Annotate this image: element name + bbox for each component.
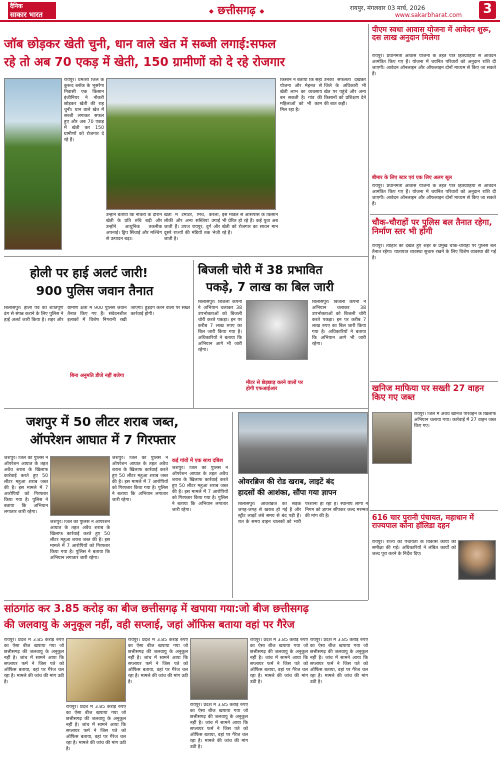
- sidebar-scheme-subhead: बीमार के लिए स्टार एवं एक लिए अलग सूल: [372, 175, 452, 181]
- divider: [193, 260, 194, 408]
- electricity-headline-line-2: पकड़े, 7 लाख का बिल जारी: [206, 280, 334, 294]
- farming-body-col-1: रायपुर। धमतरी जिले के कुरूद ब्लॉक के भूसरेंगा निवासी एक किसान इंजीनियर ने नौकरी छोड़कर खेती की राह चुनी। धान वाले खेत में सब्जी लगाकर सफल हुए और अब 70 एकड़ में खेती कर 150 ग्रामीणों को रोजगार दे रहे हैं।: [64, 78, 104, 143]
- sidebar-mining-headline: खनिज माफिया पर सख्ती 27 वाहन किए गए जब्त: [372, 384, 484, 404]
- seed-packets-photo: [66, 638, 126, 702]
- farming-body-col-2: उन्होंने बताया कि नौकरी के दौरान खेती के प्रति रुचि बढ़ी और उन्होंने आधुनिक तकनीक अपनाई। ड्रिप सिंचाई और मल्चिंग से उत्पादन बढ़ा।: [106, 213, 162, 242]
- sidebar-chowk-body: रायपुर। त्योहार को देखते हुए शहर के प्रमुख चौक-चौराहों पर पुलिस बल तैनात रहेगा। यातायात व्यवस्था सुचारु रखने के लिए विशेष व्यवस्था की गई है।: [372, 244, 496, 261]
- divider: [4, 408, 368, 409]
- section-title: ◆ छत्तीसगढ़ ◆: [205, 3, 268, 18]
- divider: [368, 24, 369, 600]
- jashpur-body-col-4: जशपुर। जिले की पुलिस ने ऑपरेशन आघात के तहत अवैध शराब के खिलाफ कार्रवाई करते हुए 50 लीटर महुआ शराब जब्त की है। इस मामले में 7 आरोपियों को गिरफ्तार किया गया है। पुलिस ने बताया कि अभियान लगातार जारी रहेगा।: [172, 466, 228, 513]
- seeds-body-col-5: रायपुर। प्रदेश में 3.85 करोड़ रुपए का ऐसा बीज खपाया गया जो छत्तीसगढ़ की जलवायु के अनुकूल नहीं है। जांच में सामने आया कि सप्लायर फर्म ने जिस पते को ऑफिस बताया, वहां पर गैरेज चल रहा है। मामले की जांच की मांग उठी है।: [250, 638, 308, 685]
- farming-body-col-6: उनकी सफलता देखकर जिले के अधिकारी भी खेत पर पहुंचे और अन्य किसानों को प्रशिक्षण देने की बात कही।: [324, 78, 366, 107]
- holi-headline-line-2: 900 पुलिस जवान तैनात: [36, 283, 154, 298]
- holi-body: बिलासपुर। होली पर्व को शांतिपूर्ण ढंग से संपन्न कराने के लिए पुलिस ने हाई अलर्ट जारी किया है। शहर और ग्रामीण क्षेत्रों में 900 पुलिस जवान तैनात किए गए हैं। संवेदनशील इलाकों में विशेष निगरानी रखी जाएगी। हुड़दंग करने वालों पर सख्त कार्रवाई होगी।: [4, 306, 190, 323]
- seeds-body-col-1: रायपुर। प्रदेश में 3.85 करोड़ रुपए का ऐसा बीज खपाया गया जो छत्तीसगढ़ की जलवायु के अनुकूल नहीं है। जांच में सामने आया कि सप्लायर फर्म ने जिस पते को ऑफिस बताया, वहां पर गैरेज चल रहा है। मामले की जांच की मांग उठी है।: [4, 638, 64, 685]
- electricity-subhead: मीटर से छेड़छाड़ करने वालों पर होगी एफआईआर: [246, 380, 303, 392]
- farming-headline-line-2: रहे तो अब 70 एकड़ में खेती, 150 ग्रामीणों को दे रहे रोजगार: [4, 55, 285, 69]
- seeds-body-col-6: रायपुर। प्रदेश में 3.85 करोड़ रुपए का ऐसा बीज खपाया गया जो छत्तीसगढ़ की जलवायु के अनुकूल नहीं है। जांच में सामने आया कि सप्लायर फर्म ने जिस पते को ऑफिस बताया, वहां पर गैरेज चल रहा है। मामले की जांच की मांग उठी है।: [310, 638, 368, 685]
- jashpur-headline-line-2: ऑपरेशन आघात में 7 गिरफ्तार: [30, 433, 176, 448]
- sidebar-scheme-body: रायपुर। प्रधानमंत्री आवास योजना के तहत पात्र हितग्राहियों से आवेदन आमंत्रित किए गए हैं। योजना में चयनित परिवारों को अनुदान राशि दी जाएगी। आवेदन ऑनलाइन और ऑफलाइन दोनों माध्यम से किए जा सकते हैं।: [372, 54, 496, 77]
- farm-field-photo: [4, 78, 62, 250]
- electricity-body-col-2: बिलासपुर। बिजली कंपनी ने अभियान चलाकर 38 उपभोक्ताओं को बिजली चोरी करते पकड़ा। इन पर करीब 7 लाख रुपए का बिल जारी किया गया है। अधिकारियों ने बताया कि अभियान आगे भी जारी रहेगा।: [312, 300, 366, 347]
- holi-headline-line-1: होली पर हाई अलर्ट जारी!: [30, 265, 149, 280]
- jashpur-body-col-1: जशपुर। जिले की पुलिस ने ऑपरेशन आघात के तहत अवैध शराब के खिलाफ कार्रवाई करते हुए 50 लीटर महुआ शराब जब्त की है। इस मामले में 7 आरोपियों को गिरफ्तार किया गया है। पुलिस ने बताया कि अभियान लगातार जारी रहेगा।: [4, 456, 48, 515]
- electricity-headline-line-1: बिजली चोरी में 38 प्रभावित: [198, 263, 323, 277]
- sidebar-panchayat-headline: 616 चार पुरानी पंचायत, महाधान में राज्यपाल कोना हॉलिडा दहन: [372, 513, 474, 531]
- farming-headline-line-1: जॉब छोड़कर खेती चुनी, धान वाले खेत में सब्जी लगाई:सफल: [4, 37, 276, 51]
- mining-vehicle-photo: [372, 412, 412, 464]
- overbridge-photo: [238, 412, 368, 474]
- divider: [4, 600, 368, 601]
- vegetable-field-photo: [106, 78, 276, 210]
- divider: [232, 412, 233, 598]
- seeds-body-col-4: रायपुर। प्रदेश में 3.85 करोड़ रुपए का ऐसा बीज खपाया गया जो छत्तीसगढ़ की जलवायु के अनुकूल नहीं है। जांच में सामने आया कि सप्लायर फर्म ने जिस पते को ऑफिस बताया, वहां पर गैरेज चल रहा है। मामले की जांच की मांग उठी है।: [190, 703, 248, 750]
- electricity-body-col-1: बिलासपुर। बिजली कंपनी ने अभियान चलाकर 38 उपभोक्ताओं को बिजली चोरी करते पकड़ा। इन पर करीब 7 लाख रुपए का बिल जारी किया गया है। अधिकारियों ने बताया कि अभियान आगे भी जारी रहेगा।: [198, 300, 242, 353]
- seeds-body-col-3: रायपुर। प्रदेश में 3.85 करोड़ रुपए का ऐसा बीज खपाया गया जो छत्तीसगढ़ की जलवायु के अनुकूल नहीं है। जांच में सामने आया कि सप्लायर फर्म ने जिस पते को ऑफिस बताया, वहां पर गैरेज चल रहा है। मामले की जांच की मांग उठी है।: [128, 638, 188, 685]
- overbridge-headline-line-1: ओवरब्रिज की रोड खराब, लाइटें बंद: [238, 477, 335, 486]
- website-url: www.sakarbharat.com: [395, 12, 462, 19]
- overbridge-headline-line-2: हादसों की आशंका, सौंपा गया ज्ञापन: [238, 488, 337, 497]
- farming-body-col-3: खेती में टमाटर, मिर्च, करेला, लौकी और अन्य सब्जियां उगाई जाती हैं। उपज रायपुर, दुर्ग और दूसरे राज्यों की मंडियों तक भेजी जाती है।: [164, 213, 220, 242]
- divider: [370, 510, 498, 511]
- sidebar-chowk-headline: चौक-चौराहों पर पुलिस बल तैनात रहेगा, निर्माण स्तर भी होगी: [372, 217, 493, 237]
- farming-body-col-4: इस मॉडल से आसपास के किसान भी प्रेरित हो रहे हैं। कई युवा अब खेती को रोजगार का साधन मान रहे हैं।: [222, 213, 278, 236]
- jashpur-headline-line-1: जशपुर में 50 लीटर शराब जब्त,: [26, 415, 179, 430]
- newspaper-logo: [8, 2, 56, 19]
- jashpur-subhead: कई गांवों में एक साथ दबिश: [172, 458, 223, 464]
- jashpur-body-col-2: जशपुर। जिले की पुलिस ने ऑपरेशन आघात के तहत अवैध शराब के खिलाफ कार्रवाई करते हुए 50 लीटर महुआ शराब जब्त की है। इस मामले में 7 आरोपियों को गिरफ्तार किया गया है। पुलिस ने बताया कि अभियान लगातार जारी रहेगा।: [50, 520, 110, 561]
- seeds-headline-line-2: की जलवायु के अनुकूल नहीं, वही सप्लाई, जहां ऑफिस बताया वहां पर गैरेज: [4, 619, 295, 631]
- logo-line-2: साकार भारत: [10, 11, 43, 19]
- masthead: [0, 0, 500, 22]
- office-garage-photo: [190, 638, 248, 700]
- divider: [370, 381, 498, 382]
- sidebar-scheme-body-cont: रायपुर। प्रधानमंत्री आवास योजना के तहत पात्र हितग्राहियों से आवेदन आमंत्रित किए गए हैं। योजना में चयनित परिवारों को अनुदान राशि दी जाएगी। आवेदन ऑनलाइन और ऑफलाइन दोनों माध्यम से किए जा सकते हैं।: [372, 184, 496, 207]
- seeds-body-col-2: रायपुर। प्रदेश में 3.85 करोड़ रुपए का ऐसा बीज खपाया गया जो छत्तीसगढ़ की जलवायु के अनुकूल नहीं है। जांच में सामने आया कि सप्लायर फर्म ने जिस पते को ऑफिस बताया, वहां पर गैरेज चल रहा है। मामले की जांच की मांग उठी है।: [66, 705, 126, 752]
- panchayat-person-photo: [458, 540, 496, 580]
- overbridge-body: बिलासपुर। ओवरब्रिज की सड़क जगह-जगह से खराब हो गई है और स्ट्रीट लाइटें लंबे समय से बंद पड़ी हैं। रात के समय वाहन चालकों को भारी परेशानी हो रही है। स्थानीय लोगों ने निगम को ज्ञापन सौंपकर जल्द मरम्मत की मांग की है।: [238, 502, 368, 525]
- divider: [370, 214, 498, 215]
- holi-subhead: बिना अनुमति डीजे नहीं बजेगा: [70, 373, 124, 379]
- seeds-headline-line-1: सांठगांठ कर 3.85 करोड़ का बीज छत्तीसगढ़ में खपाया गया:जो बीज छत्तीसगढ़: [4, 603, 309, 615]
- sidebar-panchayat-body: रायपुर। राज्य की पंचायतों के विकास कार्यों की समीक्षा की गई। अधिकारियों ने लंबित कार्यों को जल्द पूरा करने के निर्देश दिए।: [372, 540, 456, 557]
- sidebar-scheme-headline: पीएम स्वधा आवास योजना में आवेदन शुरू, दस लाख अनुदान मिलेगा: [372, 25, 492, 43]
- seized-liquor-photo: [50, 456, 110, 516]
- dateline: रायपुर, मंगलवार 03 मार्च, 2026: [350, 5, 426, 12]
- sidebar-mining-body: रायपुर। जिले में अवैध खनिज परिवहन के खिलाफ अभियान चलाया गया। कार्रवाई में 27 वाहन जब्त किए गए।: [414, 412, 496, 429]
- logo-line-1: दैनिक: [10, 3, 23, 10]
- electric-meter-photo: [246, 300, 308, 360]
- farming-body-col-5: किसान ने बताया कि सही योजना और मेहनत से खेती लाभ का व्यवसाय बन सकती है। गांव की महिलाओं को भी काम मिल रहा है।: [280, 78, 322, 113]
- page-number: 3: [479, 1, 496, 19]
- jashpur-body-col-3: जशपुर। जिले की पुलिस ने ऑपरेशन आघात के तहत अवैध शराब के खिलाफ कार्रवाई करते हुए 50 लीटर महुआ शराब जब्त की है। इस मामले में 7 आरोपियों को गिरफ्तार किया गया है। पुलिस ने बताया कि अभियान लगातार जारी रहेगा।: [112, 456, 168, 503]
- divider: [4, 256, 368, 257]
